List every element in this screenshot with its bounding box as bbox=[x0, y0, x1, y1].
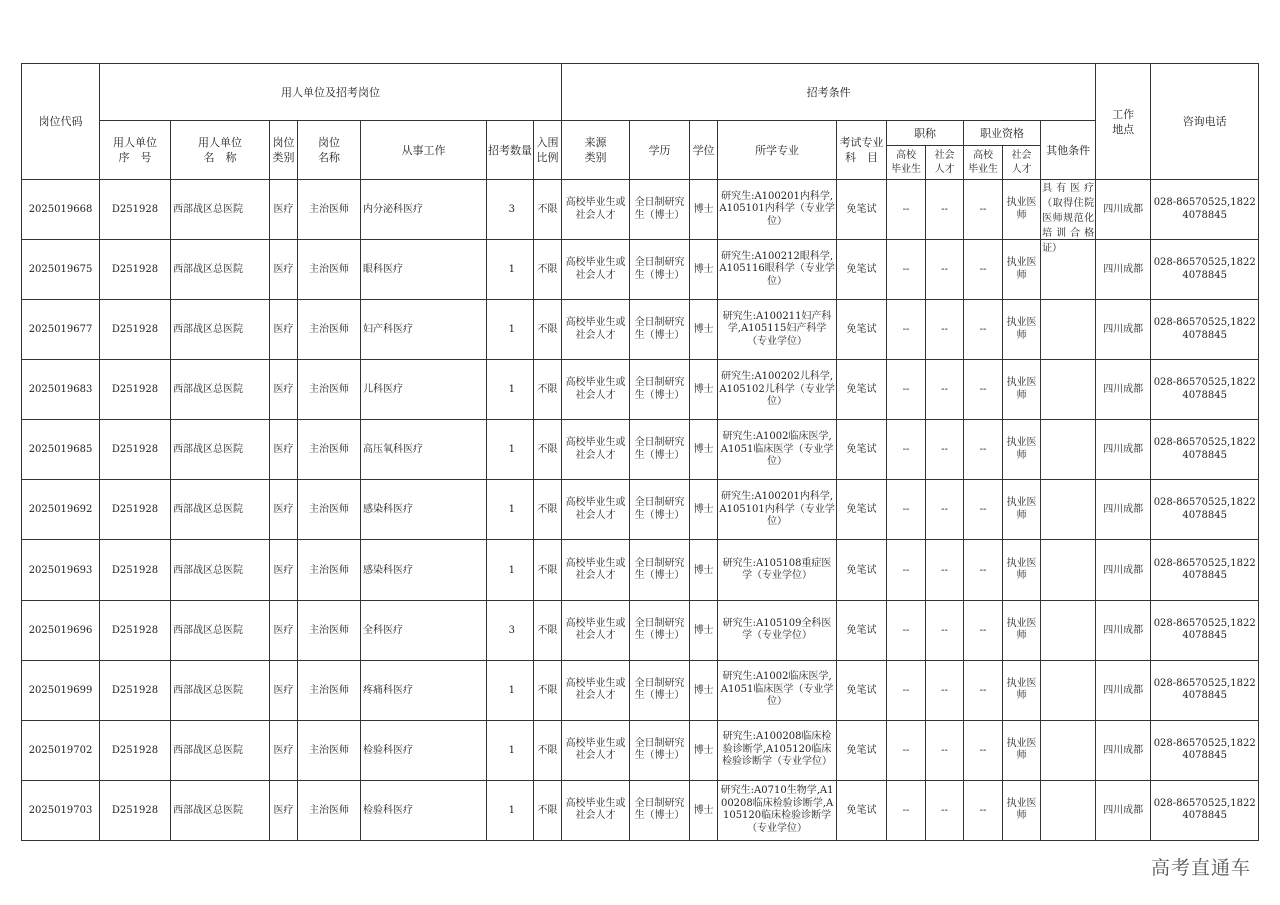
col-header-ratio: 入围 比例 bbox=[534, 121, 562, 180]
cell-location: 四川成都 bbox=[1096, 240, 1151, 300]
cell-other bbox=[1041, 360, 1096, 420]
col-header-source: 来源 类别 bbox=[562, 121, 630, 180]
cell-quota: 1 bbox=[487, 300, 534, 360]
cell-exam-subject: 免笔试 bbox=[837, 180, 887, 240]
col-header-exam-subject: 考试专业 科 目 bbox=[837, 121, 887, 180]
cell-degree: 博士 bbox=[690, 360, 718, 420]
cell-code: 2025019702 bbox=[22, 720, 100, 780]
cell-quota: 1 bbox=[487, 720, 534, 780]
cell-quota: 3 bbox=[487, 600, 534, 660]
cell-quota: 1 bbox=[487, 780, 534, 840]
cell-education: 全日制研究生（博士） bbox=[630, 540, 690, 600]
cell-work: 内分泌科医疗 bbox=[361, 180, 487, 240]
col-header-location: 工作 地点 bbox=[1096, 64, 1151, 180]
cell-location: 四川成都 bbox=[1096, 600, 1151, 660]
col-header-code: 岗位代码 bbox=[22, 64, 100, 180]
cell-quota: 1 bbox=[487, 480, 534, 540]
cell-quota: 1 bbox=[487, 420, 534, 480]
cell-title-grad: -- bbox=[887, 180, 926, 240]
cell-ratio: 不限 bbox=[534, 660, 562, 720]
cell-degree: 博士 bbox=[690, 660, 718, 720]
cell-education: 全日制研究生（博士） bbox=[630, 420, 690, 480]
cell-location: 四川成都 bbox=[1096, 360, 1151, 420]
cell-post-name: 主治医师 bbox=[298, 420, 361, 480]
cell-other bbox=[1041, 300, 1096, 360]
cell-post-name: 主治医师 bbox=[298, 660, 361, 720]
cell-post-type: 医疗 bbox=[270, 600, 298, 660]
cell-other bbox=[1041, 180, 1096, 254]
cell-title-grad: -- bbox=[887, 480, 926, 540]
cell-qual-grad: -- bbox=[964, 180, 1003, 240]
table-row bbox=[22, 540, 1259, 600]
cell-code: 2025019668 bbox=[22, 180, 100, 240]
cell-phone: 028-86570525,18224078845 bbox=[1151, 540, 1259, 600]
cell-post-name: 主治医师 bbox=[298, 780, 361, 840]
cell-degree: 博士 bbox=[690, 540, 718, 600]
cell-qual-grad: -- bbox=[964, 600, 1003, 660]
cell-qual-social: 执业医师 bbox=[1003, 540, 1041, 600]
cell-major: 研究生:A100211妇产科学,A105115妇产科学（专业学位） bbox=[718, 300, 837, 360]
cell-unit-seq: D251928 bbox=[100, 540, 171, 600]
cell-code: 2025019685 bbox=[22, 420, 100, 480]
cell-other bbox=[1041, 480, 1096, 540]
cell-ratio: 不限 bbox=[534, 240, 562, 300]
cell-education: 全日制研究生（博士） bbox=[630, 780, 690, 840]
cell-title-social: -- bbox=[926, 660, 964, 720]
table-row bbox=[22, 660, 1259, 720]
cell-qual-grad: -- bbox=[964, 300, 1003, 360]
cell-phone: 028-86570525,18224078845 bbox=[1151, 300, 1259, 360]
cell-ratio: 不限 bbox=[534, 420, 562, 480]
cell-work: 妇产科医疗 bbox=[361, 300, 487, 360]
cell-phone: 028-86570525,18224078845 bbox=[1151, 240, 1259, 300]
col-header-qual-social: 社会 人才 bbox=[1003, 146, 1041, 180]
cell-location: 四川成都 bbox=[1096, 480, 1151, 540]
cell-post-type: 医疗 bbox=[270, 240, 298, 300]
cell-quota: 1 bbox=[487, 540, 534, 600]
recruitment-table bbox=[21, 63, 1259, 841]
cell-title-social: -- bbox=[926, 780, 964, 840]
cell-exam-subject: 免笔试 bbox=[837, 360, 887, 420]
cell-title-grad: -- bbox=[887, 360, 926, 420]
cell-qual-social: 执业医师 bbox=[1003, 360, 1041, 420]
cell-post-name: 主治医师 bbox=[298, 360, 361, 420]
cell-title-grad: -- bbox=[887, 600, 926, 660]
cell-unit-name: 西部战区总医院 bbox=[171, 540, 270, 600]
cell-source: 高校毕业生或社会人才 bbox=[562, 360, 630, 420]
cell-post-name: 主治医师 bbox=[298, 480, 361, 540]
cell-source: 高校毕业生或社会人才 bbox=[562, 720, 630, 780]
cell-qual-social: 执业医师 bbox=[1003, 720, 1041, 780]
col-header-education: 学历 bbox=[630, 121, 690, 180]
col-header-work: 从事工作 bbox=[361, 121, 487, 180]
cell-quota: 1 bbox=[487, 660, 534, 720]
cell-title-social: -- bbox=[926, 360, 964, 420]
cell-source: 高校毕业生或社会人才 bbox=[562, 780, 630, 840]
cell-other bbox=[1041, 540, 1096, 600]
cell-code: 2025019675 bbox=[22, 240, 100, 300]
cell-qual-social: 执业医师 bbox=[1003, 180, 1041, 240]
cell-unit-name: 西部战区总医院 bbox=[171, 720, 270, 780]
col-header-quota: 招考数量 bbox=[487, 121, 534, 180]
cell-post-type: 医疗 bbox=[270, 420, 298, 480]
cell-unit-seq: D251928 bbox=[100, 300, 171, 360]
cell-qual-grad: -- bbox=[964, 660, 1003, 720]
cell-code: 2025019703 bbox=[22, 780, 100, 840]
table-body bbox=[22, 180, 1259, 841]
cell-source: 高校毕业生或社会人才 bbox=[562, 480, 630, 540]
cell-title-social: -- bbox=[926, 420, 964, 480]
cell-phone: 028-86570525,18224078845 bbox=[1151, 360, 1259, 420]
col-header-title: 职称 bbox=[887, 121, 964, 146]
cell-post-type: 医疗 bbox=[270, 780, 298, 840]
cell-other bbox=[1041, 780, 1096, 840]
cell-degree: 博士 bbox=[690, 300, 718, 360]
cell-degree: 博士 bbox=[690, 780, 718, 840]
cell-qual-grad: -- bbox=[964, 540, 1003, 600]
cell-unit-seq: D251928 bbox=[100, 180, 171, 240]
cell-education: 全日制研究生（博士） bbox=[630, 300, 690, 360]
cell-code: 2025019677 bbox=[22, 300, 100, 360]
group-header-employer: 用人单位及招考岗位 bbox=[100, 64, 562, 121]
cell-ratio: 不限 bbox=[534, 780, 562, 840]
cell-exam-subject: 免笔试 bbox=[837, 660, 887, 720]
cell-post-type: 医疗 bbox=[270, 480, 298, 540]
cell-post-name: 主治医师 bbox=[298, 600, 361, 660]
cell-qual-grad: -- bbox=[964, 780, 1003, 840]
col-header-unit-seq: 用人单位 序 号 bbox=[100, 121, 171, 180]
cell-major: 研究生:A1002临床医学,A1051临床医学（专业学位） bbox=[718, 660, 837, 720]
table-row bbox=[22, 480, 1259, 540]
cell-major: 研究生:A100212眼科学,A105116眼科学（专业学位） bbox=[718, 240, 837, 300]
cell-unit-name: 西部战区总医院 bbox=[171, 300, 270, 360]
cell-major: 研究生:A105109全科医学（专业学位） bbox=[718, 600, 837, 660]
col-header-qualification: 职业资格 bbox=[964, 121, 1041, 146]
group-header-conditions: 招考条件 bbox=[562, 64, 1096, 121]
cell-source: 高校毕业生或社会人才 bbox=[562, 420, 630, 480]
cell-code: 2025019692 bbox=[22, 480, 100, 540]
cell-exam-subject: 免笔试 bbox=[837, 480, 887, 540]
cell-source: 高校毕业生或社会人才 bbox=[562, 600, 630, 660]
cell-post-type: 医疗 bbox=[270, 180, 298, 240]
cell-major: 研究生:A100202儿科学,A105102儿科学（专业学位） bbox=[718, 360, 837, 420]
cell-unit-name: 西部战区总医院 bbox=[171, 420, 270, 480]
cell-qual-social: 执业医师 bbox=[1003, 600, 1041, 660]
cell-education: 全日制研究生（博士） bbox=[630, 600, 690, 660]
cell-quota: 3 bbox=[487, 180, 534, 240]
cell-major: 研究生:A100208临床检验诊断学,A105120临床检验诊断学（专业学位） bbox=[718, 720, 837, 780]
table-row bbox=[22, 180, 1259, 240]
cell-title-social: -- bbox=[926, 240, 964, 300]
table-row bbox=[22, 240, 1259, 300]
cell-degree: 博士 bbox=[690, 420, 718, 480]
cell-degree: 博士 bbox=[690, 600, 718, 660]
cell-exam-subject: 免笔试 bbox=[837, 240, 887, 300]
cell-exam-subject: 免笔试 bbox=[837, 780, 887, 840]
cell-qual-grad: -- bbox=[964, 240, 1003, 300]
cell-education: 全日制研究生（博士） bbox=[630, 720, 690, 780]
cell-title-social: -- bbox=[926, 540, 964, 600]
cell-title-grad: -- bbox=[887, 660, 926, 720]
cell-location: 四川成都 bbox=[1096, 720, 1151, 780]
cell-ratio: 不限 bbox=[534, 540, 562, 600]
cell-qual-social: 执业医师 bbox=[1003, 780, 1041, 840]
cell-work: 检验科医疗 bbox=[361, 720, 487, 780]
cell-code: 2025019699 bbox=[22, 660, 100, 720]
cell-unit-name: 西部战区总医院 bbox=[171, 180, 270, 240]
cell-location: 四川成都 bbox=[1096, 540, 1151, 600]
col-header-title-social: 社会 人才 bbox=[926, 146, 964, 180]
col-header-other: 其他条件 bbox=[1041, 121, 1096, 180]
cell-exam-subject: 免笔试 bbox=[837, 540, 887, 600]
cell-post-name: 主治医师 bbox=[298, 540, 361, 600]
cell-post-name: 主治医师 bbox=[298, 720, 361, 780]
cell-title-social: -- bbox=[926, 480, 964, 540]
cell-post-type: 医疗 bbox=[270, 720, 298, 780]
col-header-title-grad: 高校 毕业生 bbox=[887, 146, 926, 180]
cell-unit-name: 西部战区总医院 bbox=[171, 780, 270, 840]
cell-phone: 028-86570525,18224078845 bbox=[1151, 480, 1259, 540]
cell-title-grad: -- bbox=[887, 240, 926, 300]
cell-unit-name: 西部战区总医院 bbox=[171, 660, 270, 720]
cell-education: 全日制研究生（博士） bbox=[630, 360, 690, 420]
cell-exam-subject: 免笔试 bbox=[837, 720, 887, 780]
table-row bbox=[22, 780, 1259, 840]
cell-source: 高校毕业生或社会人才 bbox=[562, 240, 630, 300]
cell-source: 高校毕业生或社会人才 bbox=[562, 180, 630, 240]
cell-title-grad: -- bbox=[887, 300, 926, 360]
table-row bbox=[22, 600, 1259, 660]
cell-unit-seq: D251928 bbox=[100, 660, 171, 720]
cell-post-type: 医疗 bbox=[270, 300, 298, 360]
cell-education: 全日制研究生（博士） bbox=[630, 660, 690, 720]
cell-major: 研究生:A105108重症医学（专业学位） bbox=[718, 540, 837, 600]
cell-ratio: 不限 bbox=[534, 600, 562, 660]
cell-qual-social: 执业医师 bbox=[1003, 240, 1041, 300]
cell-degree: 博士 bbox=[690, 720, 718, 780]
cell-work: 全科医疗 bbox=[361, 600, 487, 660]
col-header-post-type: 岗位 类别 bbox=[270, 121, 298, 180]
cell-ratio: 不限 bbox=[534, 360, 562, 420]
cell-work: 疼痛科医疗 bbox=[361, 660, 487, 720]
cell-ratio: 不限 bbox=[534, 300, 562, 360]
cell-post-name: 主治医师 bbox=[298, 180, 361, 240]
cell-qual-grad: -- bbox=[964, 420, 1003, 480]
cell-quota: 1 bbox=[487, 240, 534, 300]
cell-unit-seq: D251928 bbox=[100, 480, 171, 540]
cell-qual-social: 执业医师 bbox=[1003, 420, 1041, 480]
cell-work: 感染科医疗 bbox=[361, 540, 487, 600]
cell-unit-seq: D251928 bbox=[100, 720, 171, 780]
cell-qual-grad: -- bbox=[964, 360, 1003, 420]
cell-post-name: 主治医师 bbox=[298, 300, 361, 360]
table-row bbox=[22, 300, 1259, 360]
cell-post-type: 医疗 bbox=[270, 360, 298, 420]
cell-exam-subject: 免笔试 bbox=[837, 300, 887, 360]
cell-source: 高校毕业生或社会人才 bbox=[562, 660, 630, 720]
cell-code: 2025019683 bbox=[22, 360, 100, 420]
col-header-qual-grad: 高校 毕业生 bbox=[964, 146, 1003, 180]
cell-exam-subject: 免笔试 bbox=[837, 420, 887, 480]
cell-ratio: 不限 bbox=[534, 720, 562, 780]
cell-title-social: -- bbox=[926, 720, 964, 780]
cell-education: 全日制研究生（博士） bbox=[630, 480, 690, 540]
cell-unit-seq: D251928 bbox=[100, 600, 171, 660]
other-conditions-text: 具有医疗（取得住院医师规范化培训合格证） bbox=[1042, 183, 1095, 254]
table-row bbox=[22, 720, 1259, 780]
cell-qual-social: 执业医师 bbox=[1003, 480, 1041, 540]
cell-other bbox=[1041, 600, 1096, 660]
cell-qual-social: 执业医师 bbox=[1003, 660, 1041, 720]
cell-work: 检验科医疗 bbox=[361, 780, 487, 840]
cell-phone: 028-86570525,18224078845 bbox=[1151, 600, 1259, 660]
cell-phone: 028-86570525,18224078845 bbox=[1151, 720, 1259, 780]
cell-major: 研究生:A1002临床医学,A1051临床医学（专业学位） bbox=[718, 420, 837, 480]
cell-degree: 博士 bbox=[690, 480, 718, 540]
cell-degree: 博士 bbox=[690, 240, 718, 300]
cell-post-type: 医疗 bbox=[270, 660, 298, 720]
cell-location: 四川成都 bbox=[1096, 300, 1151, 360]
cell-unit-name: 西部战区总医院 bbox=[171, 360, 270, 420]
cell-education: 全日制研究生（博士） bbox=[630, 240, 690, 300]
cell-title-grad: -- bbox=[887, 780, 926, 840]
cell-post-type: 医疗 bbox=[270, 540, 298, 600]
cell-unit-seq: D251928 bbox=[100, 780, 171, 840]
cell-source: 高校毕业生或社会人才 bbox=[562, 300, 630, 360]
cell-phone: 028-86570525,18224078845 bbox=[1151, 420, 1259, 480]
cell-unit-name: 西部战区总医院 bbox=[171, 600, 270, 660]
cell-qual-grad: -- bbox=[964, 720, 1003, 780]
cell-other bbox=[1041, 660, 1096, 720]
col-header-major: 所学专业 bbox=[718, 121, 837, 180]
col-header-unit-name: 用人单位 名 称 bbox=[171, 121, 270, 180]
cell-title-grad: -- bbox=[887, 420, 926, 480]
cell-degree: 博士 bbox=[690, 180, 718, 240]
watermark: 高考直通车 bbox=[1150, 857, 1251, 879]
col-header-degree: 学位 bbox=[690, 121, 718, 180]
cell-code: 2025019693 bbox=[22, 540, 100, 600]
cell-unit-seq: D251928 bbox=[100, 240, 171, 300]
cell-work: 感染科医疗 bbox=[361, 480, 487, 540]
cell-qual-grad: -- bbox=[964, 480, 1003, 540]
cell-other bbox=[1041, 720, 1096, 780]
cell-unit-name: 西部战区总医院 bbox=[171, 240, 270, 300]
cell-title-social: -- bbox=[926, 180, 964, 240]
cell-phone: 028-86570525,18224078845 bbox=[1151, 780, 1259, 840]
cell-work: 儿科医疗 bbox=[361, 360, 487, 420]
col-header-post-name: 岗位 名称 bbox=[298, 121, 361, 180]
cell-location: 四川成都 bbox=[1096, 780, 1151, 840]
cell-title-social: -- bbox=[926, 600, 964, 660]
cell-work: 眼科医疗 bbox=[361, 240, 487, 300]
cell-work: 高压氧科医疗 bbox=[361, 420, 487, 480]
cell-major: 研究生:A100201内科学,A105101内科学（专业学位） bbox=[718, 480, 837, 540]
cell-ratio: 不限 bbox=[534, 480, 562, 540]
table-row bbox=[22, 420, 1259, 480]
cell-phone: 028-86570525,18224078845 bbox=[1151, 180, 1259, 240]
cell-major: 研究生:A0710生物学,A100208临床检验诊断学,A105120临床检验诊断学（专业学位） bbox=[718, 780, 837, 840]
cell-other bbox=[1041, 420, 1096, 480]
cell-phone: 028-86570525,18224078845 bbox=[1151, 660, 1259, 720]
cell-location: 四川成都 bbox=[1096, 420, 1151, 480]
table-row bbox=[22, 360, 1259, 420]
cell-source: 高校毕业生或社会人才 bbox=[562, 540, 630, 600]
cell-location: 四川成都 bbox=[1096, 660, 1151, 720]
cell-title-social: -- bbox=[926, 300, 964, 360]
cell-unit-seq: D251928 bbox=[100, 360, 171, 420]
cell-title-grad: -- bbox=[887, 540, 926, 600]
col-header-phone: 咨询电话 bbox=[1151, 64, 1259, 180]
cell-education: 全日制研究生（博士） bbox=[630, 180, 690, 240]
cell-code: 2025019696 bbox=[22, 600, 100, 660]
cell-title-grad: -- bbox=[887, 720, 926, 780]
cell-major: 研究生:A100201内科学,A105101内科学（专业学位） bbox=[718, 180, 837, 240]
cell-qual-social: 执业医师 bbox=[1003, 300, 1041, 360]
cell-location: 四川成都 bbox=[1096, 180, 1151, 240]
cell-exam-subject: 免笔试 bbox=[837, 600, 887, 660]
cell-unit-seq: D251928 bbox=[100, 420, 171, 480]
cell-post-name: 主治医师 bbox=[298, 240, 361, 300]
cell-ratio: 不限 bbox=[534, 180, 562, 240]
cell-unit-name: 西部战区总医院 bbox=[171, 480, 270, 540]
cell-quota: 1 bbox=[487, 360, 534, 420]
